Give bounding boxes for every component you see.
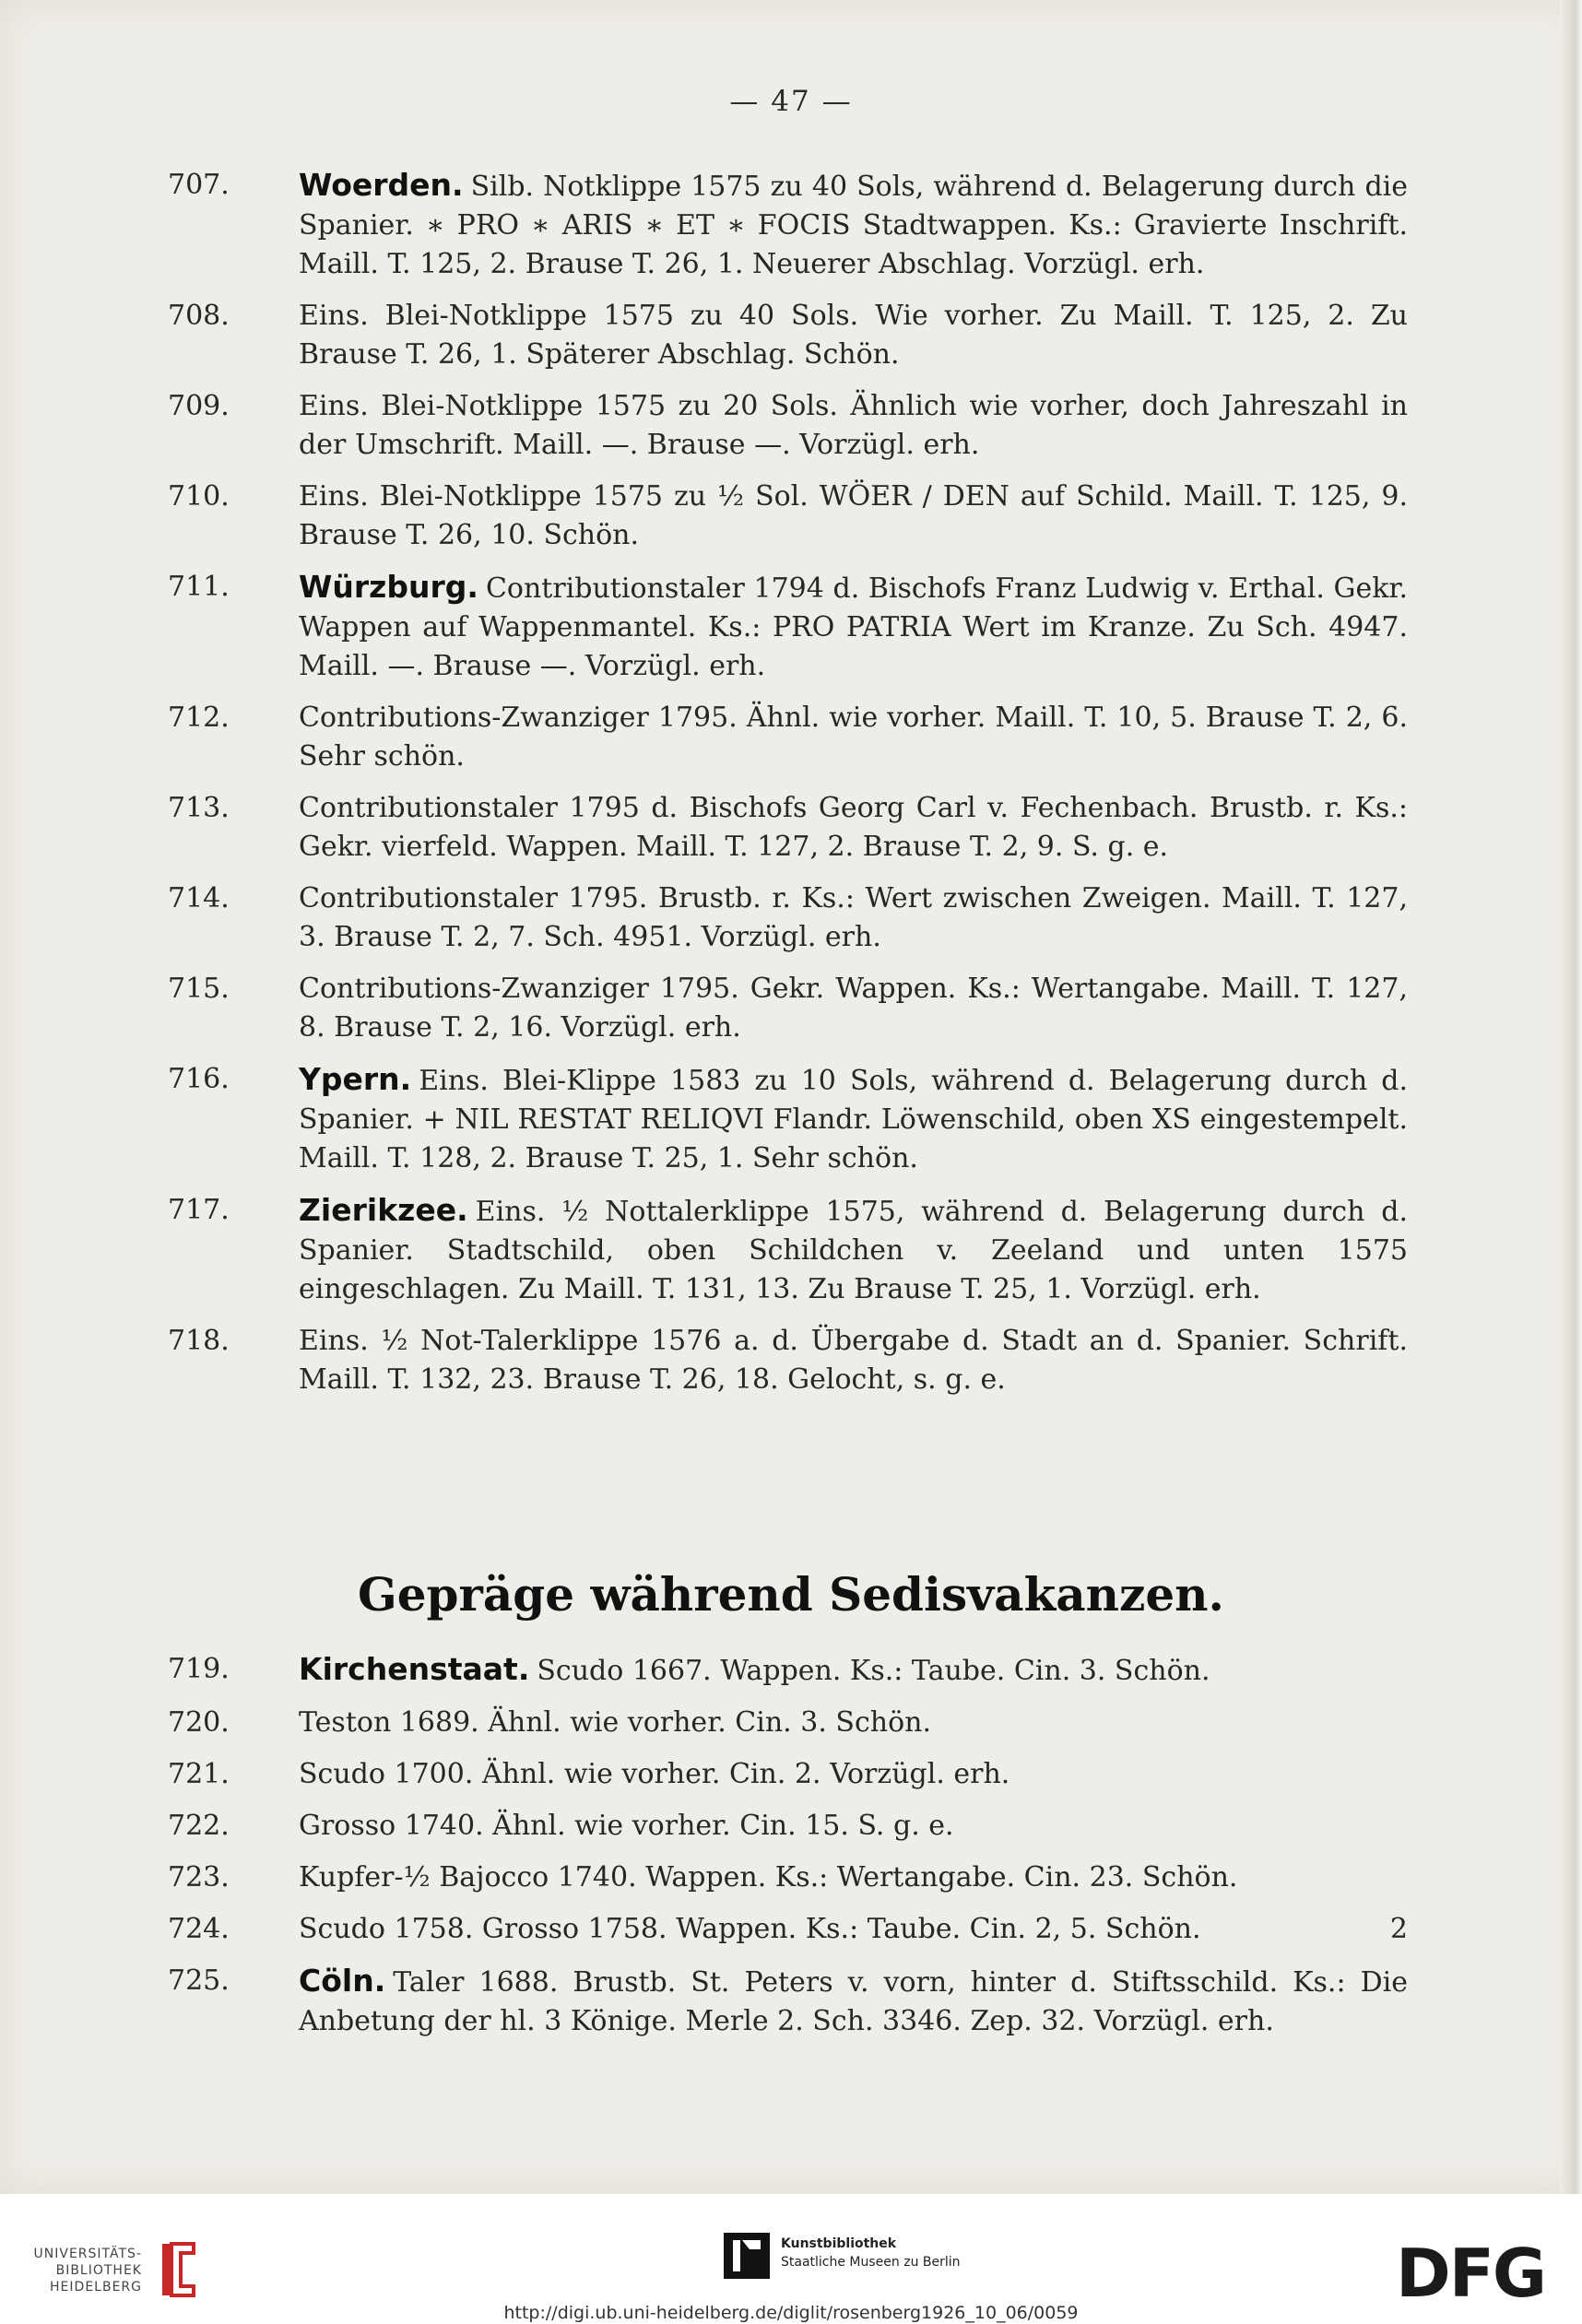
entry-number: 724. <box>168 1913 230 1945</box>
digitization-footer <box>0 2194 1582 2324</box>
catalog-entry <box>168 1060 1408 1178</box>
entry-number: 725. <box>168 1964 230 1997</box>
dfg-logo[interactable]: DFG <box>1395 2235 1545 2312</box>
catalog-entry <box>168 970 1408 1047</box>
entry-description: Eins. Blei-Notklippe 1575 zu ½ Sol. WÖER / DEN auf Schild. Maill. T. 125, 9. Brause T. 26, 10. Schön. <box>299 480 1408 551</box>
entry-heading: Ypern. <box>299 1061 412 1097</box>
catalog-entry <box>168 166 1408 284</box>
entry-number: 720. <box>168 1706 230 1739</box>
catalog-entry <box>168 1755 1408 1794</box>
entry-description: Eins. Blei-Klippe 1583 zu 10 Sols, während d. Belagerung durch d. Spanier. + NIL RESTAT RELIQVI Flandr. Löwenschild, oben XS eingestempelt. Maill. T. 128, 2. Brause T. 25, 1. Sehr schön. <box>299 1065 1408 1174</box>
kunstbibliothek-mark-icon <box>724 2233 770 2279</box>
catalog-entry <box>168 297 1408 374</box>
entry-number: 709. <box>168 390 230 422</box>
catalog-entry <box>168 879 1408 957</box>
entry-heading: Woerden. <box>299 167 464 203</box>
catalog-entry <box>168 568 1408 686</box>
entry-number: 708. <box>168 300 230 332</box>
entry-description: Eins. Blei-Notklippe 1575 zu 40 Sols. Wie vorher. Zu Maill. T. 125, 2. Zu Brause T. 26, 1. Späterer Abschlag. Schön. <box>299 300 1408 371</box>
kunstbibliothek-logo[interactable] <box>724 2233 1000 2288</box>
entry-number: 707. <box>168 169 230 201</box>
entry-heading: Zierikzee. <box>299 1192 468 1228</box>
entry-number: 717. <box>168 1194 230 1226</box>
catalog-entry <box>168 789 1408 867</box>
entry-description: Contributions-Zwanziger 1795. Gekr. Wappen. Ks.: Wertangabe. Maill. T. 127, 8. Brause T. 2, 16. Vorzügl. erh. <box>299 973 1408 1044</box>
entry-number: 723. <box>168 1861 230 1893</box>
entry-number: 721. <box>168 1758 230 1790</box>
entry-description: Eins. ½ Nottalerklippe 1575, während d. Belagerung durch d. Spanier. Stadtschild, oben Schildchen v. Zeeland und unten 1575 eingeschlagen. Zu Maill. T. 131, 13. Zu Brause T. 25, 1. Vorzügl. erh. <box>299 1196 1408 1305</box>
entry-heading: Würzburg. <box>299 569 478 605</box>
library-mark-icon <box>157 2240 203 2299</box>
entry-description: Contributionstaler 1795 d. Bischofs Georg Carl v. Fechenbach. Brustb. r. Ks.: Gekr. vierfeld. Wappen. Maill. T. 127, 2. Brause T. 2, 9. S. g. e. <box>299 792 1408 863</box>
entry-number: 713. <box>168 792 230 824</box>
entry-heading: Kirchenstaat. <box>299 1651 530 1687</box>
lot-count: 2 <box>1389 1913 1408 1945</box>
catalog-entry <box>168 1191 1408 1309</box>
entry-description: Eins. ½ Not-Talerklippe 1576 a. d. Übergabe d. Stadt an d. Spanier. Schrift. Maill. T. 132, 23. Brause T. 26, 18. Gelocht, s. g. e. <box>299 1325 1408 1396</box>
entry-number: 722. <box>168 1810 230 1842</box>
entry-description: Contributionstaler 1794 d. Bischofs Franz Ludwig v. Erthal. Gekr. Wappen auf Wappenmantel. Ks.: PRO PATRIA Wert im Kranze. Zu Sch. 4947. Maill. —. Brause —. Vorzügl. erh. <box>299 572 1408 682</box>
section-title: Gepräge während Sedisvakanzen. <box>358 1567 1224 1622</box>
catalog-entry <box>168 1704 1408 1742</box>
entry-description: Silb. Notklippe 1575 zu 40 Sols, während d. Belagerung durch die Spanier. ∗ PRO ∗ ARIS ∗ ET ∗ FOCIS Stadtwappen. Ks.: Gravierte Inschrift. Maill. T. 125, 2. Brause T. 26, 1. Neuerer Abschlag. Vorzügl. erh. <box>299 171 1408 280</box>
museum-name: Staatliche Museen zu Berlin <box>781 2255 961 2270</box>
entry-description: Scudo 1700. Ähnl. wie vorher. Cin. 2. Vorzügl. erh. <box>299 1758 1010 1790</box>
entry-description: Scudo 1758. Grosso 1758. Wappen. Ks.: Taube. Cin. 2, 5. Schön. <box>299 1913 1201 1945</box>
library-name-line: UNIVERSITÄTS- <box>33 2247 142 2261</box>
catalog-entry <box>168 1650 1408 1691</box>
entry-description: Contributions-Zwanziger 1795. Ähnl. wie vorher. Maill. T. 10, 5. Brause T. 2, 6. Sehr schön. <box>299 702 1408 773</box>
entry-description: Grosso 1740. Ähnl. wie vorher. Cin. 15. S. g. e. <box>299 1810 954 1842</box>
library-name-line: BIBLIOTHEK <box>55 2263 142 2278</box>
catalog-entry <box>168 699 1408 776</box>
entry-description: Eins. Blei-Notklippe 1575 zu 20 Sols. Ähnlich wie vorher, doch Jahreszahl in der Umschrift. Maill. —. Brause —. Vorzügl. erh. <box>299 390 1408 461</box>
entry-description: Kupfer-½ Bajocco 1740. Wappen. Ks.: Wertangabe. Cin. 23. Schön. <box>299 1861 1238 1893</box>
entry-heading: Cöln. <box>299 1963 386 1999</box>
entry-number: 712. <box>168 702 230 734</box>
entry-number: 711. <box>168 571 230 603</box>
entry-number: 718. <box>168 1325 230 1357</box>
catalog-entry <box>168 387 1408 465</box>
entry-description: Contributionstaler 1795. Brustb. r. Ks.: Wert zwischen Zweigen. Maill. T. 127, 3. Brause T. 2, 7. Sch. 4951. Vorzügl. erh. <box>299 882 1408 953</box>
permalink-url[interactable]: http://digi.ub.uni-heidelberg.de/diglit/rosenberg1926_10_06/0059 <box>503 2303 1079 2323</box>
entry-description: Teston 1689. Ähnl. wie vorher. Cin. 3. Schön. <box>299 1706 932 1739</box>
catalog-entry <box>168 1858 1408 1897</box>
catalog-entries-top <box>168 166 1408 1412</box>
entry-number: 714. <box>168 882 230 914</box>
entry-number: 716. <box>168 1063 230 1095</box>
catalog-entries-bottom <box>168 1650 1408 2054</box>
library-name-line: HEIDELBERG <box>50 2280 142 2295</box>
entry-number: 710. <box>168 480 230 513</box>
entry-number: 719. <box>168 1653 230 1685</box>
kunstbibliothek-name: Kunstbibliothek <box>781 2236 897 2251</box>
entry-description: Taler 1688. Brustb. St. Peters v. vorn, hinter d. Stiftsschild. Ks.: Die Anbetung der hl. 3 Könige. Merle 2. Sch. 3346. Zep. 32. Vorzügl. erh. <box>299 1966 1408 2037</box>
page-number: — 47 — <box>729 85 853 118</box>
entry-description: Scudo 1667. Wappen. Ks.: Taube. Cin. 3. Schön. <box>537 1655 1210 1687</box>
catalog-entry <box>168 1910 1408 1949</box>
catalog-entry <box>168 1962 1408 2041</box>
university-library-logo[interactable] <box>26 2240 201 2301</box>
catalog-entry <box>168 478 1408 555</box>
catalog-entry <box>168 1807 1408 1846</box>
catalog-entry <box>168 1322 1408 1399</box>
entry-number: 715. <box>168 973 230 1005</box>
